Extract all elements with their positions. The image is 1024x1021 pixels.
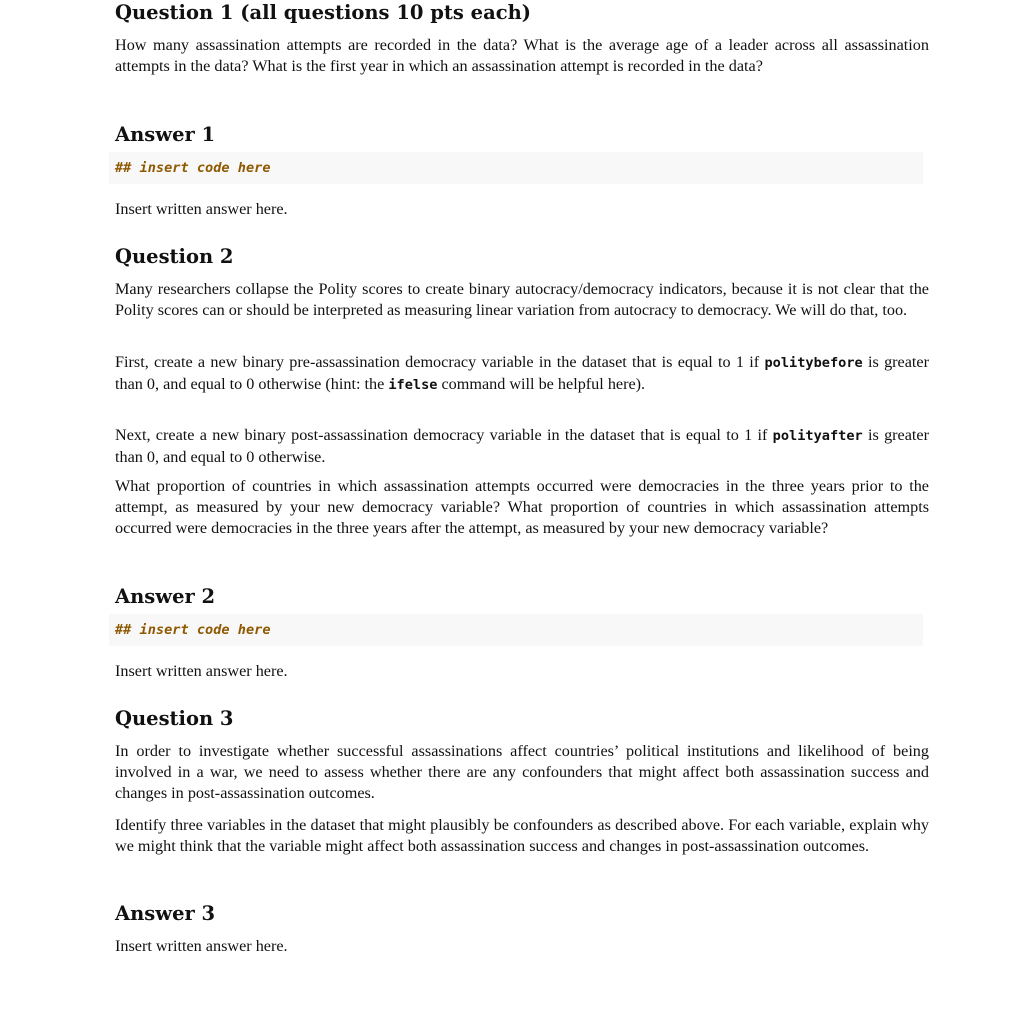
politybefore-code: politybefore: [764, 355, 863, 371]
question-3-heading: Question 3: [115, 707, 234, 730]
q2-p2-text-b: is greater than 0, and equal to 0 otherwise (hint: the: [115, 353, 930, 393]
q2-p3-text-b: is greater than 0, and equal to 0 otherwise.: [115, 426, 929, 466]
question-2-paragraph-2: [115, 352, 929, 396]
answer-1-text: Insert written answer here.: [115, 200, 288, 218]
question-2-paragraph-3: [115, 425, 929, 468]
question-2-heading: Question 2: [115, 245, 234, 268]
question-1-text: How many assassination attempts are recorded in the data? What is the average age of a leader across all assassination attempts in the data? What is the first year in which an assassination attempt is recorded in the data?: [115, 36, 929, 75]
answer-1-heading: Answer 1: [115, 123, 216, 146]
answer-3-text: Insert written answer here.: [115, 937, 288, 955]
answer-1-code-block: [109, 152, 923, 184]
answer-2-code-comment: ## insert code here: [115, 622, 271, 638]
question-2-paragraph-1: Many researchers collapse the Polity scores to create binary autocracy/democracy indicators, because it is not clear that the Polity scores can or should be interpreted as measuring linear variation from autocracy to democracy. We will do that, too.: [115, 280, 929, 319]
question-2-paragraph-4: What proportion of countries in which assassination attempts occurred were democracies in the three years prior to the attempt, as measured by your new democracy variable? What proportion of countries in which assassination attempts occurred were democracies in the three years after the attempt, as measured by your new democracy variable?: [115, 477, 929, 537]
answer-2-heading: Answer 2: [115, 585, 216, 608]
q2-p2-text-a: First, create a new binary pre-assassination democracy variable in the dataset that is equal to 1 if: [115, 353, 765, 371]
answer-2-text: Insert written answer here.: [115, 662, 288, 680]
answer-3-heading: Answer 3: [115, 902, 216, 925]
q2-p2-text-c: command will be helpful here).: [437, 374, 646, 393]
answer-2-code-block: [109, 614, 923, 646]
q2-p3-text-a: Next, create a new binary post-assassination democracy variable in the dataset that is equal to 1 if: [115, 426, 773, 444]
ifelse-code: ifelse: [388, 376, 438, 393]
answer-1-code-comment: ## insert code here: [115, 160, 271, 176]
question-1-heading: Question 1 (all questions 10 pts each): [115, 1, 531, 24]
polityafter-code: polityafter: [772, 428, 863, 444]
question-3-paragraph-1: In order to investigate whether successful assassinations affect countries’ political institutions and likelihood of being involved in a war, we need to assess whether there are any confounders that might affect both assassination success and changes in post-assassination outcomes.: [115, 742, 929, 802]
question-3-paragraph-2: Identify three variables in the dataset that might plausibly be confounders as described above. For each variable, explain why we might think that the variable might affect both assassination success and changes in post-assassination outcomes.: [115, 816, 929, 855]
